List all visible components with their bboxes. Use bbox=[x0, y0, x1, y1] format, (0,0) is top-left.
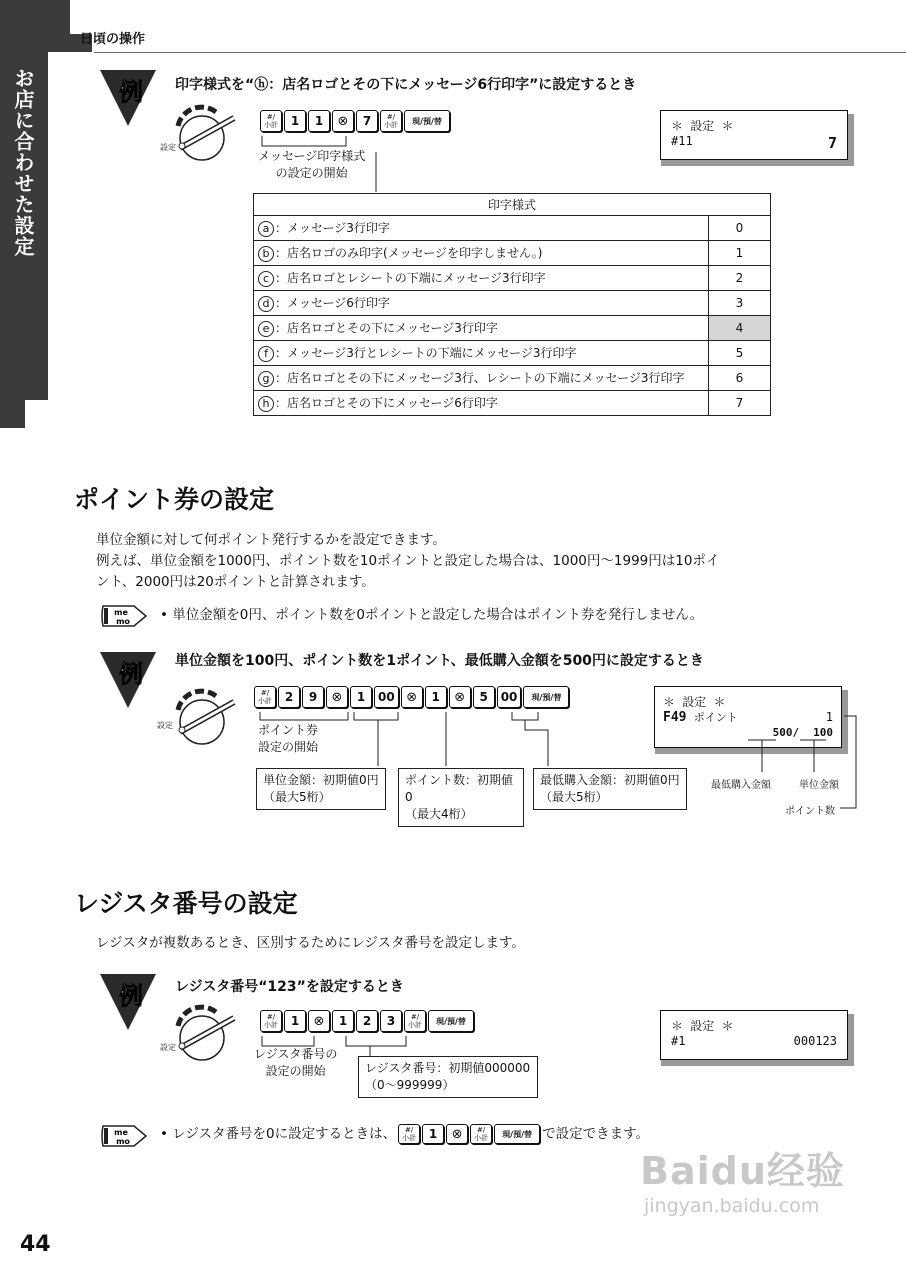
page-number: 44 bbox=[20, 1232, 51, 1257]
key-double-zero[interactable]: 00 bbox=[497, 686, 522, 708]
option-text: 店名ロゴとその下にメッセージ3行、レシートの下端にメッセージ3行印字 bbox=[287, 371, 685, 386]
table-header: 印字様式 bbox=[254, 194, 771, 216]
key-cash[interactable]: 現/預/替 bbox=[494, 1124, 540, 1144]
register-start-label: レジスタ番号の 設定の開始 bbox=[254, 1047, 338, 1078]
example1-start-label: メッセージ印字様式 の設定の開始 bbox=[258, 149, 366, 180]
display-code: F49 bbox=[663, 710, 687, 725]
callout-point-count: ポイント数：初期値0 （最大4桁） bbox=[398, 768, 524, 827]
points-paragraph-line1: 単位金額に対して何ポイント発行するかを設定できます。 bbox=[96, 532, 446, 548]
option-letter: h bbox=[258, 396, 274, 412]
option-value: 5 bbox=[709, 341, 771, 366]
mode-dial-icon bbox=[158, 96, 238, 166]
key-subtotal[interactable]: #/ 小計 bbox=[404, 1010, 426, 1032]
dial-label: 設定 bbox=[157, 721, 173, 730]
key-multiply[interactable]: ⊗ bbox=[308, 1010, 330, 1032]
option-text: 店名ロゴとその下にメッセージ3行印字 bbox=[287, 321, 498, 336]
label-unit-amount: 単位金額 bbox=[799, 780, 839, 791]
register-example-title: レジスタ番号“123”を設定するとき bbox=[175, 979, 404, 995]
svg-text:me: me bbox=[114, 1128, 128, 1137]
badge-label: 例 bbox=[119, 982, 143, 1010]
key-cash[interactable]: 現/預/替 bbox=[428, 1010, 474, 1032]
key-digit[interactable]: 3 bbox=[380, 1010, 402, 1032]
display-leader-lines bbox=[700, 710, 860, 820]
key-digit[interactable]: 2 bbox=[278, 686, 300, 708]
table-row: e ：店名ロゴとその下にメッセージ3行印字 4 bbox=[254, 316, 771, 341]
key-digit[interactable]: 1 bbox=[332, 1010, 354, 1032]
mode-dial-icon bbox=[158, 680, 238, 750]
key-subtotal[interactable]: #/ 小計 bbox=[260, 1010, 282, 1032]
key-digit[interactable]: 5 bbox=[473, 686, 495, 708]
display-code: #11 bbox=[671, 134, 693, 148]
svg-text:mo: mo bbox=[116, 617, 130, 626]
option-letter: f bbox=[258, 346, 274, 362]
memo-suffix: で設定できます。 bbox=[542, 1126, 650, 1142]
display-unit: 100 bbox=[813, 726, 833, 739]
option-letter: c bbox=[258, 271, 274, 287]
watermark-logo-text: Baidu经验 bbox=[640, 1149, 845, 1193]
key-multiply[interactable]: ⊗ bbox=[326, 686, 348, 708]
register-memo bbox=[160, 1124, 649, 1144]
display-code: #1 bbox=[671, 1034, 686, 1048]
points-paragraph-line3: ント、2000円は20ポイントと計算されます。 bbox=[96, 574, 375, 590]
display-title: ＊ 設定 ＊ bbox=[671, 1019, 734, 1033]
display-title: ＊ 設定 ＊ bbox=[663, 695, 726, 709]
register-key-sequence bbox=[260, 1010, 474, 1032]
callout-register-number: レジスタ番号：初期値000000 （0〜999999） bbox=[358, 1056, 538, 1098]
table-row: a ：メッセージ3行印字 0 bbox=[254, 216, 771, 241]
option-value: 7 bbox=[709, 391, 771, 416]
label-point-count: ポイント数 bbox=[785, 806, 835, 817]
key-double-zero[interactable]: 00 bbox=[374, 686, 399, 708]
label-min-purchase: 最低購入金額 bbox=[711, 780, 771, 791]
memo-icon bbox=[100, 604, 148, 628]
option-letter: d bbox=[258, 296, 274, 312]
example-badge bbox=[98, 648, 158, 710]
points-memo: • 単位金額を0円、ポイント数を0ポイントと設定した場合はポイント券を発行しません。 bbox=[160, 607, 704, 623]
key-digit[interactable]: 1 bbox=[284, 110, 306, 132]
option-value-highlighted: 4 bbox=[709, 316, 771, 341]
option-value: 1 bbox=[709, 241, 771, 266]
option-text: 店名ロゴとレシートの下端にメッセージ3行印字 bbox=[287, 271, 546, 286]
points-heading: ポイント券の設定 bbox=[74, 485, 275, 514]
svg-text:me: me bbox=[114, 608, 128, 617]
points-key-sequence bbox=[254, 686, 569, 708]
example-badge bbox=[98, 970, 158, 1032]
example-badge bbox=[98, 66, 158, 128]
option-text: メッセージ3行印字 bbox=[287, 221, 390, 236]
option-letter: a bbox=[258, 221, 274, 237]
table-row: d ：メッセージ6行印字 3 bbox=[254, 291, 771, 316]
key-digit[interactable]: 1 bbox=[350, 686, 372, 708]
option-letter: e bbox=[258, 321, 274, 337]
key-subtotal[interactable]: #/ 小計 bbox=[254, 686, 276, 708]
display-label: ポイント bbox=[693, 711, 738, 724]
table-row: h ：店名ロゴとその下にメッセージ6行印字 7 bbox=[254, 391, 771, 416]
key-cash[interactable]: 現/預/替 bbox=[523, 686, 569, 708]
breadcrumb: 日頃の操作 bbox=[80, 32, 146, 47]
side-tab-foot bbox=[0, 400, 25, 428]
table-row: f ：メッセージ3行とレシートの下端にメッセージ3行印字 5 bbox=[254, 341, 771, 366]
display-value: 7 bbox=[827, 134, 837, 152]
display-title: ＊ 設定 ＊ bbox=[671, 119, 734, 133]
option-text: メッセージ3行とレシートの下端にメッセージ3行印字 bbox=[287, 346, 577, 361]
option-value: 3 bbox=[709, 291, 771, 316]
example1-display bbox=[660, 110, 848, 160]
key-subtotal[interactable]: #/ 小計 bbox=[260, 110, 282, 132]
option-text: 店名ロゴのみ印字(メッセージを印字しません。) bbox=[287, 246, 543, 261]
display-value: 000123 bbox=[793, 1034, 837, 1048]
header-divider bbox=[94, 52, 906, 53]
key-digit[interactable]: 9 bbox=[302, 686, 324, 708]
option-text: メッセージ6行印字 bbox=[287, 296, 390, 311]
print-style-table bbox=[253, 193, 771, 416]
dial-label: 設定 bbox=[160, 1043, 176, 1052]
points-paragraph-line2: 例えば、単位金額を1000円、ポイント数を10ポイントと設定した場合は、1000円〜1999円は10ポイ bbox=[96, 553, 720, 569]
svg-text:mo: mo bbox=[116, 1137, 130, 1146]
callout-min-purchase: 最低購入金額：初期値0円 （最大5桁） bbox=[533, 768, 687, 810]
key-multiply[interactable]: ⊗ bbox=[449, 686, 471, 708]
key-digit[interactable]: 1 bbox=[422, 1124, 444, 1144]
points-example-title: 単位金額を100円、ポイント数を1ポイント、最低購入金額を500円に設定するとき bbox=[175, 653, 704, 669]
option-letter: g bbox=[258, 371, 274, 387]
key-digit[interactable]: 1 bbox=[425, 686, 447, 708]
key-multiply[interactable]: ⊗ bbox=[446, 1124, 468, 1144]
option-value: 2 bbox=[709, 266, 771, 291]
callout-unit-amount: 単位金額：初期値0円 （最大5桁） bbox=[256, 768, 386, 810]
option-value: 6 bbox=[709, 366, 771, 391]
key-cash[interactable]: 現/預/替 bbox=[404, 110, 450, 132]
table-row: b ：店名ロゴのみ印字(メッセージを印字しません。) 1 bbox=[254, 241, 771, 266]
dial-label: 設定 bbox=[160, 143, 176, 152]
key-subtotal[interactable]: #/ 小計 bbox=[380, 110, 402, 132]
key-subtotal[interactable]: #/ 小計 bbox=[398, 1124, 420, 1144]
example1-key-sequence bbox=[260, 110, 450, 132]
key-digit[interactable]: 1 bbox=[308, 110, 330, 132]
register-heading: レジスタ番号の設定 bbox=[74, 889, 298, 918]
side-tab-label: お店に合わせた設定 bbox=[11, 68, 35, 257]
register-display bbox=[660, 1010, 848, 1060]
example1-title: 印字様式を“ⓗ：店名ロゴとその下にメッセージ6行印字”に設定するとき bbox=[175, 77, 637, 93]
table-row: g ：店名ロゴとその下にメッセージ3行、レシートの下端にメッセージ3行印字 6 bbox=[254, 366, 771, 391]
badge-label: 例 bbox=[119, 660, 143, 688]
badge-label: 例 bbox=[119, 78, 143, 106]
key-multiply[interactable]: ⊗ bbox=[401, 686, 423, 708]
memo-prefix: • レジスタ番号を0に設定するときは、 bbox=[160, 1126, 397, 1142]
mode-dial-icon bbox=[158, 996, 238, 1066]
key-subtotal[interactable]: #/ 小計 bbox=[470, 1124, 492, 1144]
display-points: 1 bbox=[825, 710, 833, 724]
key-digit[interactable]: 7 bbox=[356, 110, 378, 132]
table-row: c ：店名ロゴとレシートの下端にメッセージ3行印字 2 bbox=[254, 266, 771, 291]
key-digit[interactable]: 1 bbox=[284, 1010, 306, 1032]
points-start-label: ポイント券 設定の開始 bbox=[258, 723, 319, 754]
watermark bbox=[640, 1140, 845, 1217]
register-paragraph: レジスタが複数あるとき、区別するためにレジスタ番号を設定します。 bbox=[96, 935, 525, 951]
watermark-url: jingyan.baidu.com bbox=[644, 1195, 820, 1217]
memo-icon bbox=[100, 1124, 148, 1148]
key-multiply[interactable]: ⊗ bbox=[332, 110, 354, 132]
option-text: 店名ロゴとその下にメッセージ6行印字 bbox=[287, 396, 498, 411]
display-min: 500/ bbox=[772, 726, 800, 739]
option-letter: b bbox=[258, 246, 274, 262]
option-value: 0 bbox=[709, 216, 771, 241]
key-digit[interactable]: 2 bbox=[356, 1010, 378, 1032]
